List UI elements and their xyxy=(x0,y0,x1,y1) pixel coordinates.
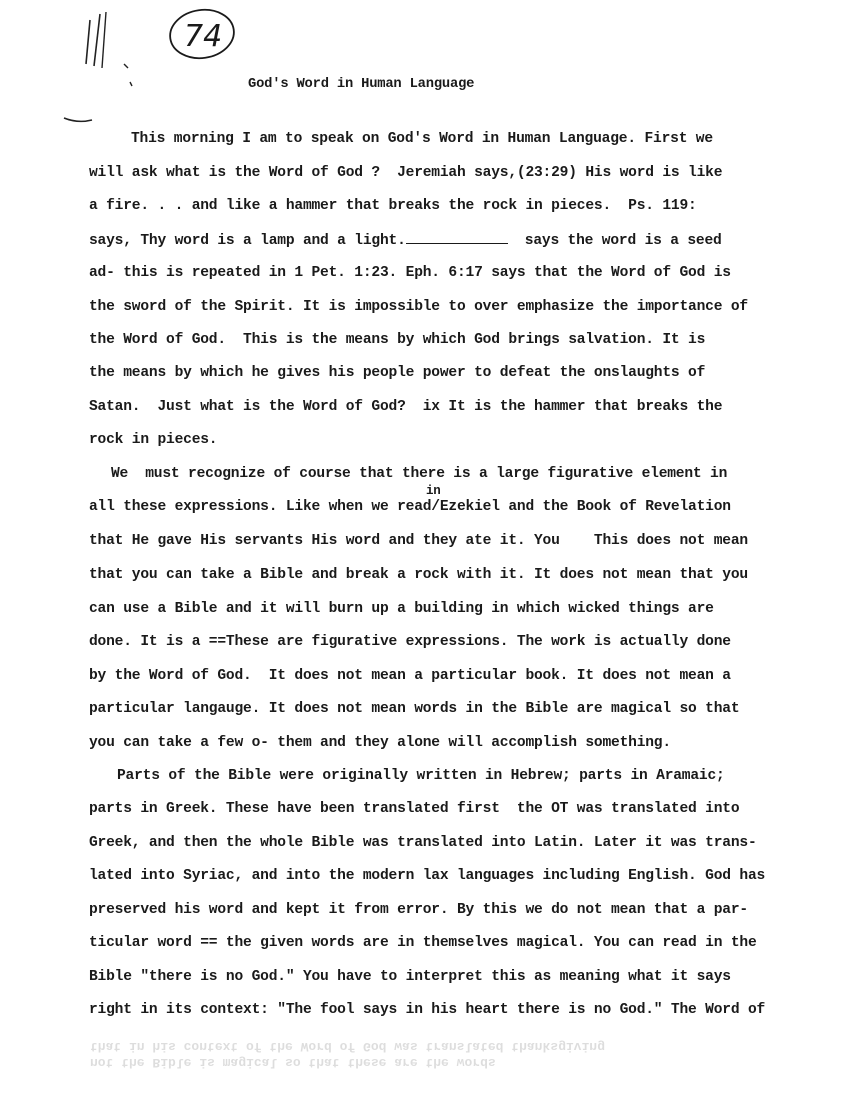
text-line: This morning I am to speak on God's Word in Human Language. First we xyxy=(131,131,713,147)
text-line: that you can take a Bible and break a rock with it. It does not mean that you xyxy=(89,567,748,583)
margin-pen-marks xyxy=(44,2,164,132)
text-line: Satan. Just what is the Word of God? ix It is the hammer that breaks the xyxy=(89,399,723,415)
text-line: the Word of God. This is the means by which God brings salvation. It is xyxy=(89,332,706,348)
handwritten-insert: in xyxy=(426,484,441,498)
text-segment: says, Thy word is a lamp and a light. xyxy=(89,233,406,249)
text-line: all these expressions. Like when we read/Ezekiel and the Book of Revelation xyxy=(89,499,731,515)
bleed-line: not the Bible is magical so that these are the words xyxy=(90,1055,496,1070)
text-line: lated into Syriac, and into the modern lax languages including English. God has xyxy=(89,868,766,884)
text-line: ticular word == the given words are in themselves magical. You can read in the xyxy=(89,935,757,951)
bleed-line: that in his context of the Word of God was translated thanksgiving xyxy=(90,1039,605,1054)
text-line: that He gave His servants His word and they ate it. You This does not mean xyxy=(89,533,748,549)
document-title: God's Word in Human Language xyxy=(248,77,475,92)
text-line-with-blank xyxy=(89,231,722,250)
text-line: the sword of the Spirit. It is impossible to over emphasize the importance of xyxy=(89,299,748,315)
text-line: will ask what is the Word of God ? Jeremiah says,(23:29) His word is like xyxy=(89,165,723,181)
text-line: rock in pieces. xyxy=(89,432,218,448)
text-line: can use a Bible and it will burn up a building in which wicked things are xyxy=(89,601,714,617)
bleed-through-text xyxy=(90,1010,730,1070)
text-line: right in its context: "The fool says in his heart there is no God." The Word of xyxy=(89,1002,766,1018)
text-line: preserved his word and kept it from error. By this we do not mean that a par- xyxy=(89,902,748,918)
text-line: parts in Greek. These have been translated first the OT was translated into xyxy=(89,801,740,817)
text-line: Greek, and then the whole Bible was translated into Latin. Later it was trans- xyxy=(89,835,757,851)
text-line: by the Word of God. It does not mean a particular book. It does not mean a xyxy=(89,668,731,684)
blank-underline xyxy=(406,231,508,244)
text-line: a fire. . . and like a hammer that breaks the rock in pieces. Ps. 119: xyxy=(89,198,697,214)
text-line: you can take a few o- them and they alone will accomplish something. xyxy=(89,735,671,751)
text-line: done. It is a ==These are figurative expressions. The work is actually done xyxy=(89,634,731,650)
page-number-circle xyxy=(166,6,238,62)
text-line: ad- this is repeated in 1 Pet. 1:23. Eph. 6:17 says that the Word of God is xyxy=(89,265,731,281)
text-line: the means by which he gives his people power to defeat the onslaughts of xyxy=(89,365,706,381)
text-line: particular langauge. It does not mean words in the Bible are magical so that xyxy=(89,701,740,717)
text-segment: says the word is a seed xyxy=(524,233,722,249)
text-line: Parts of the Bible were originally written in Hebrew; parts in Aramaic; xyxy=(117,768,725,784)
text-line: We must recognize of course that there is a large figurative element in xyxy=(111,466,728,482)
text-line: Bible "there is no God." You have to interpret this as meaning what it says xyxy=(89,969,731,985)
page-number-text: 74 xyxy=(184,19,223,54)
